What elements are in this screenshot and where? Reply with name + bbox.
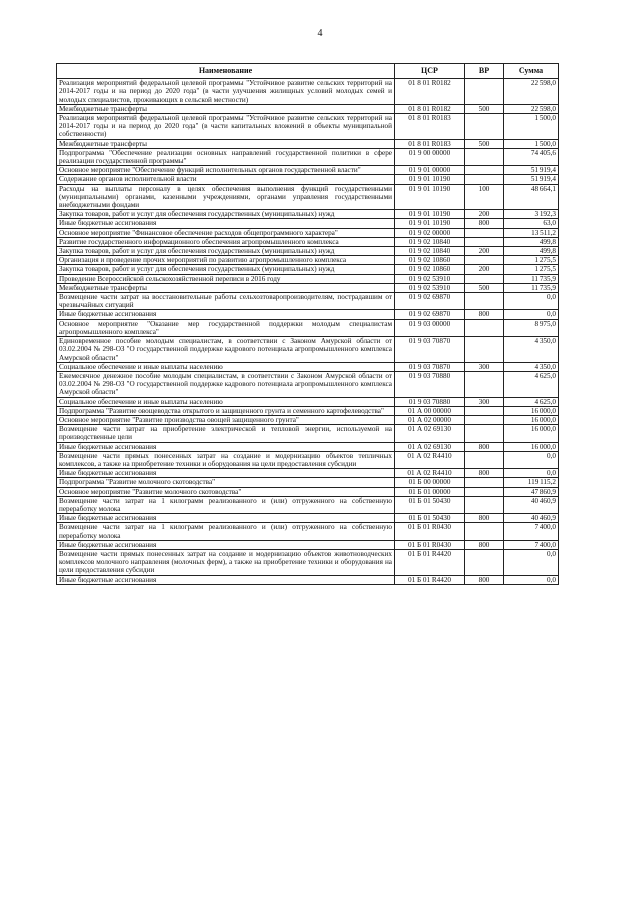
row-csr-cell: 01 9 02 10860 (395, 265, 465, 274)
row-sum-cell: 3 192,3 (504, 210, 559, 219)
row-name-cell: Закупка товаров, работ и услуг для обеспечения государственных (муниципальных) нужд (57, 210, 395, 219)
table-row (57, 362, 559, 371)
row-vr-cell (465, 496, 504, 513)
row-vr-cell (465, 166, 504, 175)
row-sum-cell: 11 735,9 (504, 274, 559, 283)
row-name-cell: Основное мероприятие "Оказание мер государственной поддержки молодым специалистам агропромышленного комплекса" (57, 319, 395, 336)
row-sum-cell: 40 460,9 (504, 496, 559, 513)
row-sum-cell: 4 350,0 (504, 362, 559, 371)
row-csr-cell: 01 8 01 R0183 (395, 139, 465, 148)
row-vr-cell (465, 523, 504, 540)
row-name-cell: Возмещение части затрат на 1 килограмм реализованного и (или) отгруженного на собственную переработку молока (57, 523, 395, 540)
table-row (57, 397, 559, 406)
row-sum-cell: 8 975,0 (504, 319, 559, 336)
table-row (57, 247, 559, 256)
table-row (57, 166, 559, 175)
row-vr-cell: 800 (465, 442, 504, 451)
row-sum-cell: 0,0 (504, 549, 559, 575)
header-name: Наименование (57, 64, 395, 79)
row-vr-cell: 500 (465, 283, 504, 292)
row-name-cell: Содержание органов исполнительной власти (57, 175, 395, 184)
row-sum-cell: 40 460,9 (504, 514, 559, 523)
row-name-cell: Межбюджетные трансферты (57, 283, 395, 292)
row-csr-cell: 01 9 02 10840 (395, 247, 465, 256)
row-vr-cell: 800 (465, 219, 504, 228)
table-row (57, 228, 559, 237)
row-name-cell: Реализация мероприятий федеральной целевой программы "Устойчивое развитие сельских территорий на 2014-2017 годы и на период до 2020 года" (в части улучшения жилищных условий молодых семей и молодых специалистов, проживающих в сельской местности) (57, 79, 395, 105)
row-name-cell: Ежемесячное денежное пособие молодым специалистам, в соответствии с Законом Амурской области от 03.02.2004 № 298-ОЗ "О государственной поддержке кадрового потенциала агропромышленного комплекса Амурской области" (57, 371, 395, 397)
row-name-cell: Возмещение части прямых понесенных затрат на создание и модернизацию объектов тепличных комплексов, а также на приобретение техники и оборудования на цели предоставления субсидии (57, 451, 395, 468)
row-sum-cell: 499,8 (504, 237, 559, 246)
row-vr-cell (465, 549, 504, 575)
row-vr-cell: 800 (465, 575, 504, 584)
table-row (57, 496, 559, 513)
row-name-cell: Социальное обеспечение и иные выплаты населению (57, 362, 395, 371)
table-row (57, 256, 559, 265)
row-name-cell: Единовременное пособие молодым специалистам, в соответствии с Законом Амурской области от 03.02.2004 № 298-ОЗ "О государственной поддержке кадрового потенциала агропромышленного комплекса Амурской области" (57, 337, 395, 363)
row-sum-cell: 51 919,4 (504, 175, 559, 184)
header-sum: Сумма (504, 64, 559, 79)
table-row (57, 406, 559, 415)
row-csr-cell: 01 А 02 R4410 (395, 469, 465, 478)
row-name-cell: Основное мероприятие "Развитие молочного скотоводства" (57, 487, 395, 496)
table-row (57, 283, 559, 292)
row-sum-cell: 16 000,0 (504, 425, 559, 442)
table-row (57, 293, 559, 310)
row-csr-cell: 01 Б 01 R4420 (395, 575, 465, 584)
row-name-cell: Расходы на выплаты персоналу в целях обеспечения выполнения функций государственными (муниципальными) органами, казенными учреждениями, органами управления государственными внебюджетными фондами (57, 184, 395, 210)
row-name-cell: Основное мероприятие "Обеспечение функций исполнительных органов государственной власти" (57, 166, 395, 175)
row-csr-cell: 01 9 03 70870 (395, 362, 465, 371)
row-name-cell: Социальное обеспечение и иные выплаты населению (57, 397, 395, 406)
table-row (57, 265, 559, 274)
row-name-cell: Иные бюджетные ассигнования (57, 442, 395, 451)
row-csr-cell: 01 9 02 53910 (395, 283, 465, 292)
table-body (57, 79, 559, 585)
row-sum-cell: 0,0 (504, 469, 559, 478)
row-sum-cell: 74 405,6 (504, 148, 559, 165)
table-row (57, 514, 559, 523)
row-name-cell: Закупка товаров, работ и услуг для обеспечения государственных (муниципальных) нужд (57, 247, 395, 256)
row-csr-cell: 01 9 02 69870 (395, 310, 465, 319)
table-row (57, 371, 559, 397)
row-csr-cell: 01 Б 01 R0430 (395, 540, 465, 549)
page-number: 4 (317, 28, 323, 39)
row-name-cell: Проведение Всероссийской сельскохозяйственной переписи в 2016 году (57, 274, 395, 283)
row-sum-cell: 4 350,0 (504, 337, 559, 363)
row-csr-cell: 01 9 03 00000 (395, 319, 465, 336)
row-vr-cell: 800 (465, 540, 504, 549)
row-sum-cell: 11 735,9 (504, 283, 559, 292)
row-sum-cell: 0,0 (504, 451, 559, 468)
row-csr-cell: 01 9 01 00000 (395, 166, 465, 175)
row-vr-cell (465, 148, 504, 165)
row-csr-cell: 01 9 01 10190 (395, 184, 465, 210)
row-csr-cell: 01 Б 01 R0430 (395, 523, 465, 540)
row-vr-cell: 800 (465, 469, 504, 478)
table-row (57, 469, 559, 478)
row-sum-cell: 51 919,4 (504, 166, 559, 175)
row-vr-cell: 200 (465, 247, 504, 256)
table-row (57, 79, 559, 105)
row-csr-cell: 01 8 01 R0182 (395, 79, 465, 105)
row-vr-cell (465, 293, 504, 310)
row-vr-cell (465, 175, 504, 184)
table-row (57, 478, 559, 487)
row-vr-cell (465, 237, 504, 246)
row-vr-cell (465, 451, 504, 468)
row-vr-cell (465, 371, 504, 397)
row-vr-cell (465, 79, 504, 105)
table-row (57, 575, 559, 584)
row-sum-cell: 7 400,0 (504, 540, 559, 549)
table-row (57, 319, 559, 336)
row-sum-cell: 1 275,5 (504, 265, 559, 274)
row-csr-cell: 01 9 00 00000 (395, 148, 465, 165)
table-row (57, 442, 559, 451)
row-csr-cell: 01 А 02 69130 (395, 442, 465, 451)
table-row (57, 139, 559, 148)
row-name-cell: Основное мероприятие "Развитие производства овощей защищенного грунта" (57, 415, 395, 424)
row-sum-cell: 4 625,0 (504, 371, 559, 397)
table-row (57, 337, 559, 363)
table-row (57, 104, 559, 113)
row-vr-cell: 200 (465, 210, 504, 219)
header-vr: ВР (465, 64, 504, 79)
row-vr-cell (465, 337, 504, 363)
row-csr-cell: 01 А 02 00000 (395, 415, 465, 424)
row-name-cell: Подпрограмма "Развитие овощеводства открытого и защищенного грунта и семенного картофелеводства" (57, 406, 395, 415)
table-row (57, 114, 559, 140)
row-csr-cell: 01 А 02 R4410 (395, 451, 465, 468)
row-vr-cell (465, 319, 504, 336)
row-sum-cell: 4 625,0 (504, 397, 559, 406)
row-sum-cell: 47 860,9 (504, 487, 559, 496)
row-csr-cell: 01 9 03 70870 (395, 337, 465, 363)
row-sum-cell: 22 598,0 (504, 104, 559, 113)
table-row (57, 237, 559, 246)
table-row (57, 425, 559, 442)
row-csr-cell: 01 Б 01 R4420 (395, 549, 465, 575)
row-csr-cell: 01 А 00 00000 (395, 406, 465, 415)
row-name-cell: Реализация мероприятий федеральной целевой программы "Устойчивое развитие сельских территорий на 2014-2017 годы и на период до 2020 года" (в части капитальных вложений в объекты муниципальной собственности) (57, 114, 395, 140)
row-vr-cell (465, 487, 504, 496)
row-sum-cell: 0,0 (504, 310, 559, 319)
row-vr-cell: 800 (465, 310, 504, 319)
row-name-cell: Возмещение части затрат на приобретение электрической и тепловой энергии, используемой на производственные цели (57, 425, 395, 442)
row-vr-cell: 500 (465, 104, 504, 113)
table-row (57, 210, 559, 219)
row-sum-cell: 499,8 (504, 247, 559, 256)
table-row (57, 549, 559, 575)
table-row (57, 487, 559, 496)
row-name-cell: Иные бюджетные ассигнования (57, 310, 395, 319)
row-vr-cell: 800 (465, 514, 504, 523)
row-sum-cell: 1 500,0 (504, 139, 559, 148)
row-vr-cell: 100 (465, 184, 504, 210)
row-csr-cell: 01 9 01 10190 (395, 175, 465, 184)
row-name-cell: Иные бюджетные ассигнования (57, 514, 395, 523)
table-row (57, 184, 559, 210)
row-name-cell: Возмещение части затрат на 1 килограмм реализованного и (или) отгруженного на собственную переработку молока (57, 496, 395, 513)
row-sum-cell: 16 000,0 (504, 415, 559, 424)
row-csr-cell: 01 9 02 53910 (395, 274, 465, 283)
row-name-cell: Иные бюджетные ассигнования (57, 469, 395, 478)
row-csr-cell: 01 9 02 00000 (395, 228, 465, 237)
row-csr-cell: 01 9 02 10840 (395, 237, 465, 246)
table-row (57, 274, 559, 283)
row-csr-cell: 01 Б 01 50430 (395, 514, 465, 523)
row-csr-cell: 01 9 02 10860 (395, 256, 465, 265)
row-vr-cell (465, 114, 504, 140)
table-row (57, 540, 559, 549)
header-csr: ЦСР (395, 64, 465, 79)
row-name-cell: Развитие государственного информационного обеспечения агропромышленного комплекса (57, 237, 395, 246)
row-vr-cell: 500 (465, 139, 504, 148)
row-csr-cell: 01 9 01 10190 (395, 219, 465, 228)
table-row (57, 523, 559, 540)
row-vr-cell (465, 415, 504, 424)
row-sum-cell: 16 000,0 (504, 442, 559, 451)
row-name-cell: Возмещение части прямых понесенных затрат на создание и модернизацию объектов животноводческих комплексов молочного направления (молочных ферм), а также на приобретение техники и оборудования на цели предоставления субсидии (57, 549, 395, 575)
row-csr-cell: 01 Б 00 00000 (395, 478, 465, 487)
row-vr-cell (465, 478, 504, 487)
row-name-cell: Межбюджетные трансферты (57, 139, 395, 148)
row-sum-cell: 16 000,0 (504, 406, 559, 415)
row-sum-cell: 0,0 (504, 293, 559, 310)
row-csr-cell: 01 8 01 R0183 (395, 114, 465, 140)
table-header-row (57, 64, 559, 79)
row-csr-cell: 01 9 01 10190 (395, 210, 465, 219)
row-csr-cell: 01 А 02 69130 (395, 425, 465, 442)
row-name-cell: Иные бюджетные ассигнования (57, 540, 395, 549)
row-sum-cell: 7 400,0 (504, 523, 559, 540)
table-row (57, 175, 559, 184)
row-sum-cell: 22 598,0 (504, 79, 559, 105)
table-row (57, 148, 559, 165)
row-name-cell: Возмещение части затрат на восстановительные работы сельхозтоваропроизводителям, пострадавшим от чрезвычайных ситуаций (57, 293, 395, 310)
table-row (57, 451, 559, 468)
row-name-cell: Иные бюджетные ассигнования (57, 575, 395, 584)
table-row (57, 310, 559, 319)
row-vr-cell: 300 (465, 397, 504, 406)
row-sum-cell: 1 500,0 (504, 114, 559, 140)
table-row (57, 415, 559, 424)
row-sum-cell: 48 664,1 (504, 184, 559, 210)
budget-table (56, 63, 559, 585)
row-vr-cell (465, 274, 504, 283)
row-name-cell: Иные бюджетные ассигнования (57, 219, 395, 228)
row-csr-cell: 01 8 01 R0182 (395, 104, 465, 113)
row-name-cell: Основное мероприятие "Финансовое обеспечение расходов общепрограммного характера" (57, 228, 395, 237)
row-sum-cell: 1 275,5 (504, 256, 559, 265)
row-sum-cell: 63,0 (504, 219, 559, 228)
row-csr-cell: 01 9 03 70880 (395, 371, 465, 397)
row-vr-cell (465, 256, 504, 265)
row-name-cell: Межбюджетные трансферты (57, 104, 395, 113)
row-sum-cell: 119 115,2 (504, 478, 559, 487)
row-csr-cell: 01 Б 01 00000 (395, 487, 465, 496)
row-name-cell: Подпрограмма "Обеспечение реализации основных направлений государственной политики в сфере реализации государственной программы" (57, 148, 395, 165)
row-vr-cell (465, 425, 504, 442)
row-sum-cell: 0,0 (504, 575, 559, 584)
table-row (57, 219, 559, 228)
row-name-cell: Организация и проведение прочих мероприятий по развитию агропромышленного комплекса (57, 256, 395, 265)
row-name-cell: Закупка товаров, работ и услуг для обеспечения государственных (муниципальных) нужд (57, 265, 395, 274)
row-csr-cell: 01 9 03 70880 (395, 397, 465, 406)
row-csr-cell: 01 Б 01 50430 (395, 496, 465, 513)
row-vr-cell (465, 228, 504, 237)
row-vr-cell: 200 (465, 265, 504, 274)
row-vr-cell (465, 406, 504, 415)
row-name-cell: Подпрограмма "Развитие молочного скотоводства" (57, 478, 395, 487)
row-vr-cell: 300 (465, 362, 504, 371)
row-sum-cell: 13 511,2 (504, 228, 559, 237)
row-csr-cell: 01 9 02 69870 (395, 293, 465, 310)
